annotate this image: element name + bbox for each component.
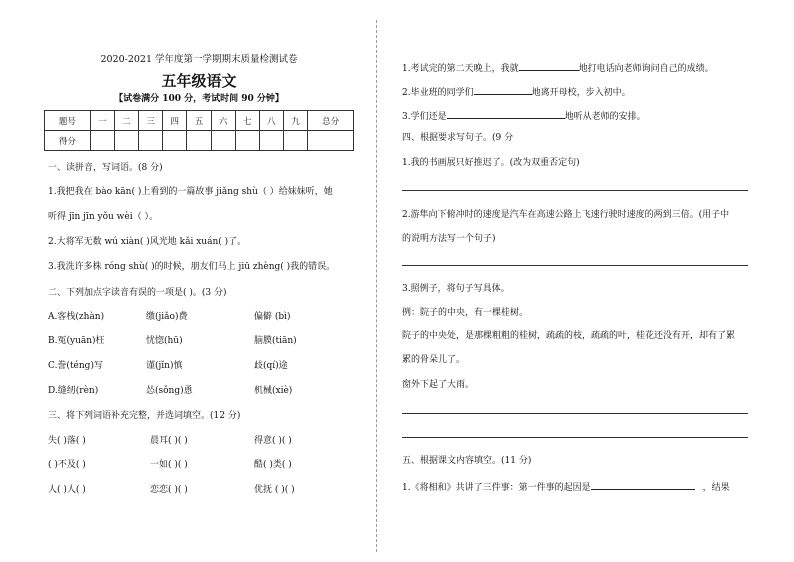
fill-question-2-tail: 地离开母校，步入初中。 bbox=[531, 88, 631, 98]
answer-line[interactable] bbox=[402, 437, 748, 438]
subject-title: 五年级语文 bbox=[161, 72, 237, 90]
option-d-3: 机械(xiè) bbox=[254, 386, 293, 396]
option-a-2: 缴(jiǎo)费 bbox=[146, 312, 188, 322]
idiom-1-1: 失( )落( ) bbox=[48, 436, 86, 446]
table-cell: 八 bbox=[259, 111, 283, 131]
score-cell[interactable] bbox=[308, 131, 354, 151]
section-4-question-2-line-1: 2.游隼向下俯冲时的速度是汽车在高速公路上飞速行驶时速度的两到三倍。(用子中 bbox=[402, 210, 730, 220]
answer-blank[interactable] bbox=[519, 61, 579, 71]
option-b-2: 忧惚(hū) bbox=[146, 336, 183, 346]
table-cell: 六 bbox=[211, 111, 235, 131]
option-b-1: B.冤(yuān)枉 bbox=[48, 336, 105, 346]
left-column bbox=[44, 0, 354, 562]
score-cell[interactable] bbox=[139, 131, 163, 151]
table-cell: 题号 bbox=[45, 111, 91, 131]
option-d-2: 怂(sǒng)恿 bbox=[146, 386, 193, 396]
fill-question-2-text: 2.毕业班的同学们 bbox=[402, 88, 474, 98]
table-cell: 五 bbox=[187, 111, 211, 131]
answer-line[interactable] bbox=[402, 265, 748, 266]
table-cell: 二 bbox=[114, 111, 138, 131]
score-table-score-row bbox=[45, 131, 354, 151]
idiom-2-1: ( )不及( ) bbox=[48, 460, 86, 470]
table-cell: 一 bbox=[90, 111, 114, 131]
section-5-question-1-tail: ，结果 bbox=[702, 483, 730, 493]
example-expanded-line-2: 累的骨朵儿了。 bbox=[402, 355, 466, 365]
score-cell[interactable] bbox=[235, 131, 259, 151]
example-expanded-line-1: 院子的中央处，是那棵粗粗的桂树，疏疏的枝，疏疏的叶，桂花还没有开，却有了累 bbox=[402, 331, 736, 341]
table-cell: 七 bbox=[235, 111, 259, 131]
idiom-1-3: 得意( )( ) bbox=[254, 436, 292, 446]
option-c-3: 歧(qí)途 bbox=[254, 361, 288, 371]
section-4-question-3: 3.照例子，将句子写具体。 bbox=[402, 284, 510, 294]
question-3: 3.我洗许多株 róng shù( )的时候，朋友们马上 jiū zhèng( )我的错误。 bbox=[48, 262, 336, 272]
table-cell: 四 bbox=[163, 111, 187, 131]
section-4-heading: 四、根据要求写句子。(9 分 bbox=[402, 133, 514, 143]
fill-question-3 bbox=[402, 109, 646, 123]
section-4-question-2-line-2: 的说明方法写一个句子) bbox=[402, 234, 496, 244]
score-cell[interactable] bbox=[211, 131, 235, 151]
score-cell[interactable] bbox=[90, 131, 114, 151]
exam-title: 2020-2021 学年度第一学期期末质量检测试卷 bbox=[100, 54, 298, 65]
fill-question-1-text: 1.考试完的第二天晚上，我就 bbox=[402, 64, 519, 74]
score-table-header-row bbox=[45, 111, 354, 131]
idiom-3-2: 恋恋( )( ) bbox=[150, 485, 188, 495]
score-cell[interactable] bbox=[163, 131, 187, 151]
section-5-question-1 bbox=[402, 480, 730, 494]
fill-question-3-tail: 地听从老师的安排。 bbox=[564, 112, 646, 122]
fill-question-1-tail: 地打电话向老师询问自己的成绩。 bbox=[578, 64, 714, 74]
section-4-question-1: 1.我的书画展只好推迟了。(改为双重否定句) bbox=[402, 158, 580, 168]
column-divider bbox=[376, 20, 377, 552]
answer-blank[interactable] bbox=[447, 109, 565, 119]
table-cell: 总分 bbox=[308, 111, 354, 131]
score-cell[interactable] bbox=[114, 131, 138, 151]
section-2-heading: 二、下列加点字读音有误的一项是( )。(3 分) bbox=[48, 288, 227, 298]
right-column bbox=[402, 0, 748, 562]
table-cell: 得分 bbox=[45, 131, 91, 151]
fill-question-1 bbox=[402, 61, 714, 75]
table-cell: 九 bbox=[284, 111, 308, 131]
answer-line[interactable] bbox=[402, 413, 748, 414]
idiom-1-2: 晨耳( )( ) bbox=[150, 436, 188, 446]
idiom-2-2: 一如( )( ) bbox=[150, 460, 188, 470]
option-a-1: A.客栈(zhàn) bbox=[48, 312, 105, 322]
example-sentence: 例：院子的中央，有一棵桂树。 bbox=[402, 308, 529, 318]
answer-blank[interactable] bbox=[591, 480, 695, 490]
fill-question-2 bbox=[402, 85, 631, 99]
score-cell[interactable] bbox=[259, 131, 283, 151]
answer-line[interactable] bbox=[402, 190, 748, 191]
score-table bbox=[44, 110, 354, 151]
fill-question-3-text: 3.学们还是 bbox=[402, 112, 447, 122]
option-b-3: 脑膜(tiān) bbox=[254, 336, 297, 346]
section-5-question-1-text: 1.《将相和》共讲了三件事：第一件事的起因是 bbox=[402, 483, 591, 493]
option-c-2: 谨(jǐn)慎 bbox=[146, 361, 183, 371]
section-1-heading: 一、读拼音，写词语。(8 分) bbox=[48, 163, 163, 173]
question-2: 2.大将军无数 wú xiàn( )风光地 kǎi xuán( )了。 bbox=[48, 237, 247, 247]
score-cell[interactable] bbox=[284, 131, 308, 151]
question-1-line-1: 1.我把我在 bào kān( )上看到的一篇故事 jiǎng shù（ ）给妹妹听，她 bbox=[48, 187, 333, 197]
option-c-1: C.誊(téng)写 bbox=[48, 361, 103, 371]
section-3-heading: 三、将下列词语补充完整，并选词填空。(12 分) bbox=[48, 411, 241, 421]
section-5-heading: 五、根据课文内容填空。(11 分) bbox=[402, 456, 532, 466]
idiom-3-1: 人( )人( ) bbox=[48, 485, 86, 495]
option-a-3: 偏僻 (bì) bbox=[254, 312, 291, 322]
option-d-1: D.缝纫(rèn) bbox=[48, 386, 99, 396]
exam-info: 【试卷满分 100 分，考试时间 90 分钟】 bbox=[114, 94, 284, 104]
score-cell[interactable] bbox=[187, 131, 211, 151]
idiom-2-3: 酷( )类( ) bbox=[254, 460, 292, 470]
answer-blank[interactable] bbox=[474, 85, 532, 95]
question-1-line-2: 听得 jīn jīn yǒu wèi（ ）。 bbox=[48, 212, 158, 222]
idiom-3-3: 优抚 ( )( ) bbox=[254, 485, 295, 495]
task-sentence: 窗外下起了大雨。 bbox=[402, 380, 475, 390]
table-cell: 三 bbox=[139, 111, 163, 131]
